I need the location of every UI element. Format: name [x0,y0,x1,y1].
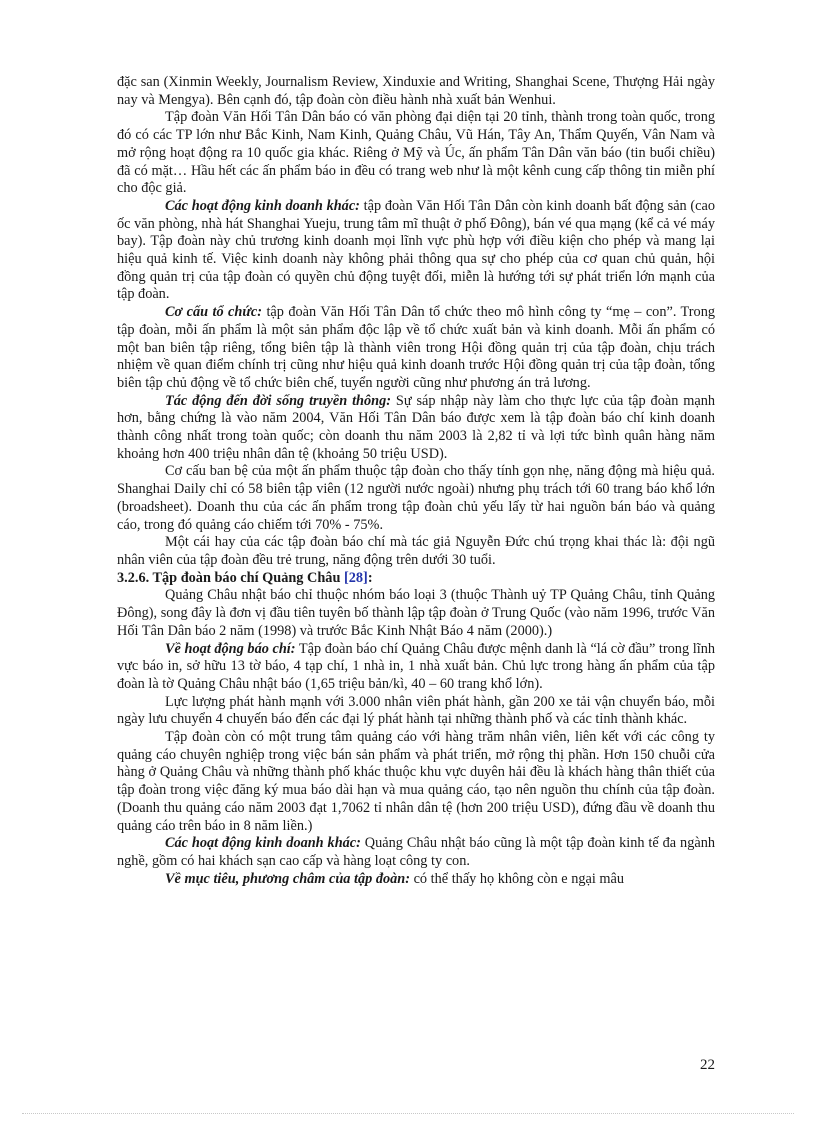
page-number: 22 [700,1057,715,1073]
paragraph-lead: Về hoạt động báo chí: [165,640,296,657]
paragraph: Tập đoàn Văn Hối Tân Dân báo có văn phòng đại diện tại 20 tỉnh, thành trong toàn quốc, trong đó có các TP lớn như Bắc Kinh, Nam Kinh, Quảng Châu, Vũ Hán, Tây An, Thẩm Quyến, Vân Nam và mở rộng hoạt động ra 10 quốc gia khác. Riêng ở Mỹ và Úc, ấn phẩm Tân Dân văn báo (tin buổi chiều) đã có mặt… Hầu hết các ấn phẩm báo in đều có trang web như là một kênh cung cấp thông tin miễn phí cho độc giả. [117,109,715,197]
paragraph-lead: Các hoạt động kinh doanh khác: [165,197,360,214]
paragraph-body: tập đoàn Văn Hối Tân Dân còn kinh doanh bất động sản (cao ốc văn phòng, nhà hát Shanghai Yueju, trung tâm mĩ thuật ở phố Đông), bán vé qua mạng (kể cả vé máy bay). Tập đoàn này chủ trương kinh doanh mọi lĩnh vực phù hợp với điều kiện cho phép và mang lại hiệu quả kinh tế. Việc kinh doanh này không phải thông qua sự cho phép của cơ quan chủ quản, hội đồng quản trị của tập đoàn có quyền chủ động tuyệt đối, miễn là hướng tới sự phát triển lớn mạnh của tập đoàn. [117,197,716,303]
paragraph-lead: Tác động đến đời sống truyền thông: [165,392,392,409]
paragraph: đặc san (Xinmin Weekly, Journalism Review, Xinduxie and Writing, Shanghai Scene, Thượng Hải ngày nay và Mengya). Bên cạnh đó, tập đoàn còn điều hành nhà xuất bản Wenhui. [117,74,715,108]
paragraph: Quảng Châu nhật báo chỉ thuộc nhóm báo loại 3 (thuộc Thành uỷ TP Quảng Châu, tỉnh Quảng Đông), song đây là đơn vị đầu tiên tuyên bố thành lập tập đoàn ở Trung Quốc (vào năm 1996, trước Văn Hối Tân Dân báo 2 năm (1998) và trước Bắc Kinh Nhật Báo 4 năm (2000).) [117,587,715,639]
paragraph: Tập đoàn còn có một trung tâm quảng cáo với hàng trăm nhân viên, liên kết với các công ty quảng cáo chuyên nghiệp trong việc bán sản phẩm và phát triển, mở rộng thị phần. Hơn 150 chuỗi cửa hàng ở Quảng Châu và những thành phố khác thuộc khu vực duyên hải đều là khách hàng thân thiết của tập đoàn trong việc đăng ký mua báo dài hạn và mua quảng cáo, tạo nên nguồn thu chính của tập đoàn. (Doanh thu quảng cáo năm 2003 đạt 1,7062 tỉ nhân dân tệ (hơn 200 triệu USD), đứng đầu về doanh thu quảng cáo trên báo in 8 năm liền.) [117,729,715,834]
paragraph-body: Quảng Châu nhật báo cũng là một tập đoàn kinh tế đa ngành nghề, gồm có hai khách sạn cao cấp và hàng loạt công ty con. [117,835,715,869]
paragraph [117,393,715,464]
paragraph-lead: Các hoạt động kinh doanh khác: [165,835,361,852]
section-heading-text: 3.2.6. Tập đoàn báo chí Quảng Châu [117,569,341,586]
paragraph-body: tập đoàn Văn Hối Tân Dân tổ chức theo mô hình công ty “mẹ – con”. Trong tập đoàn, mỗi ấn phẩm là một sản phẩm độc lập về tổ chức xuất bản và kinh doanh. Mỗi ấn phẩm có một ban biên tập riêng, tổng biên tập là thành viên trong Hội đồng quản trị của tập đoàn, chịu trách nhiệm về quan điểm chính trị cũng như hiệu quả kinh doanh trước Hội đồng quản trị của tập đoàn, tổng biên tập chủ động về tổ chức biên chế, tuyển người cũng như phương án trả lương. [117,304,715,391]
paragraph: Cơ cấu ban bệ của một ấn phẩm thuộc tập đoàn cho thấy tính gọn nhẹ, năng động mà hiệu quả. Shanghai Daily chỉ có 58 biên tập viên (12 người nước ngoài) nhưng phụ trách tới 60 trang báo khổ lớn (broadsheet). Doanh thu của các ấn phẩm trong tập đoàn chủ yếu lấy từ hai nguồn bán báo và quảng cáo, trong đó quảng cáo chiếm tới 70% - 75%. [117,463,715,533]
paragraph-lead: Về mục tiêu, phương châm của tập đoàn: [165,870,411,887]
paragraph [117,198,715,304]
paragraph [117,835,715,870]
paragraph-body: Sự sáp nhập này làm cho thực lực của tập đoàn mạnh hơn, bằng chứng là vào năm 2004, Văn Hối Tân Dân báo được xem là tập đoàn báo chí kinh doanh thành công nhất trong toàn quốc; còn doanh thu năm 2003 là 2,82 tỉ và lợi tức bình quân hàng năm khoảng hơn 400 triệu nhân dân tệ (khoảng 50 triệu USD). [117,392,715,462]
paragraph-body: có thể thấy họ không còn e ngại mâu [410,870,625,887]
paragraph: Lực lượng phát hành mạnh với 3.000 nhân viên phát hành, gần 200 xe tải vận chuyển báo, mỗi ngày lưu chuyển 4 chuyến báo đến các đại lý phát hành tại những thành phố và các tỉnh thành khác. [117,693,715,728]
section-heading-colon: : [367,569,373,586]
paragraph [117,871,715,889]
page-body [117,74,715,888]
paragraph [117,304,715,393]
paragraph-lead: Cơ cấu tổ chức: [165,304,263,321]
citation-link[interactable]: [28] [343,569,368,586]
paragraph [117,641,715,694]
section-heading [117,570,715,588]
paragraph: Một cái hay của các tập đoàn báo chí mà tác giả Nguyễn Đức chú trọng khai thác là: đội ngũ nhân viên của tập đoàn đều trẻ trung, năng động trên dưới 30 tuổi. [117,534,715,568]
paragraph-body: Tập đoàn báo chí Quảng Châu được mệnh danh là “lá cờ đầu” trong lĩnh vực báo in, sở hữu 13 tờ báo, 4 tạp chí, 1 nhà in, 1 nhà xuất bản. Chủ lực trong hàng ấn phẩm của tập đoàn là tờ Quảng Châu nhật báo (1,65 triệu bản/kì, 40 – 60 trang khổ lớn). [117,640,715,692]
footer-divider [22,1113,794,1114]
